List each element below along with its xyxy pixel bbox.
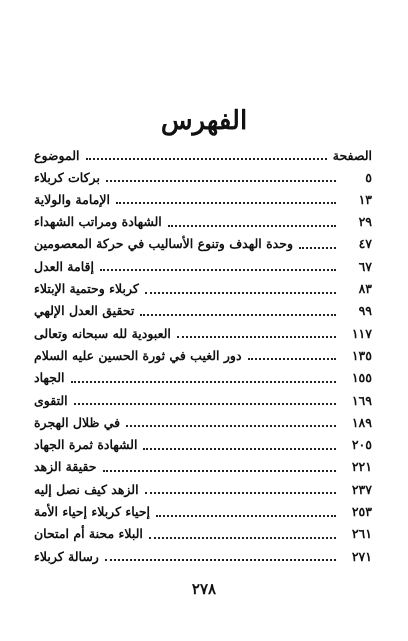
toc-entry-page: ١٣ — [358, 191, 372, 207]
dot-leader — [140, 314, 336, 316]
toc-entry-topic: الشهادة ثمرة الجهاد — [34, 437, 138, 453]
toc-entry-topic: الإمامة والولاية — [34, 191, 110, 207]
toc-entry-page: ٤٧ — [358, 236, 372, 252]
toc-entry — [34, 545, 372, 567]
toc-entry — [34, 255, 372, 277]
toc-entry-topic: وحدة الهدف وتنوع الأساليب في حركة المعصومين — [34, 236, 293, 252]
dot-leader — [156, 515, 336, 517]
dot-leader — [145, 292, 336, 294]
toc-entry-topic: رسالة كربلاء — [34, 548, 99, 564]
toc-entry-topic: العبودية لله سبحانه وتعالى — [34, 325, 171, 341]
dot-leader — [177, 336, 336, 338]
toc-entry-page: ٢٣٧ — [351, 481, 372, 497]
dot-leader — [126, 425, 336, 427]
toc-entry — [34, 434, 372, 456]
toc-entry-page: ٥ — [365, 169, 372, 185]
toc-entry-page: ٢٧١ — [351, 548, 372, 564]
toc-entry — [34, 188, 372, 210]
toc-entry-topic: إحياء كربلاء إحياء الأمة — [34, 504, 151, 519]
toc-entry — [34, 233, 372, 255]
toc-entry — [34, 278, 372, 300]
toc-entry — [34, 389, 372, 411]
toc-entry-topic: الزهد كيف نصل إليه — [34, 481, 139, 497]
dot-leader — [74, 403, 336, 405]
dot-leader — [86, 158, 327, 160]
dot-leader — [299, 247, 336, 249]
toc-entry-topic: في ظلال الهجرة — [34, 414, 121, 430]
page-title: الفهرس — [160, 106, 248, 136]
toc-header-topic: الموضوع — [34, 147, 80, 163]
toc-entry-page: ٢٠٥ — [351, 437, 372, 453]
toc-entry-page: ٢٩ — [358, 214, 372, 230]
toc-entry-topic: كربلاء وحتمية الإبتلاء — [34, 281, 139, 296]
toc-entry — [34, 411, 372, 433]
toc-entry — [34, 478, 372, 500]
toc-entry — [34, 166, 372, 188]
dot-leader — [149, 537, 336, 539]
toc-entry — [34, 211, 372, 233]
toc-entry — [34, 344, 372, 366]
toc-entry-page: ١٦٩ — [351, 392, 372, 408]
toc-entry-topic: إقامة العدل — [34, 258, 94, 274]
toc-entry — [34, 523, 372, 545]
dot-leader — [248, 358, 336, 360]
toc-entry — [34, 501, 372, 523]
toc-entry-topic: بركات كربلاء — [34, 169, 100, 185]
toc-entry-topic: تحقيق العدل الإلهي — [34, 303, 135, 319]
dot-leader — [103, 470, 336, 472]
toc-entry — [34, 456, 372, 478]
toc-entry-page: ٦٧ — [358, 258, 372, 274]
toc-entry-topic: التقوى — [34, 392, 68, 408]
dot-leader — [100, 269, 336, 271]
dot-leader — [106, 180, 336, 182]
dot-leader — [143, 448, 336, 450]
toc-entry-topic: الشهادة ومراتب الشهداء — [34, 214, 162, 230]
toc-entry-page: ١٥٥ — [351, 370, 372, 386]
toc-header-row — [34, 144, 372, 166]
toc-entry-page: ٩٩ — [358, 303, 372, 319]
toc-entry — [34, 322, 372, 344]
toc-entry-page: ٢٢١ — [351, 459, 372, 475]
toc-entry — [34, 367, 372, 389]
toc-entry-page: ٢٥٣ — [351, 504, 372, 519]
toc-entry-page: ١١٧ — [351, 325, 372, 341]
toc-entry-topic: حقيقة الزهد — [34, 459, 97, 475]
toc-header-page: الصفحة — [332, 147, 372, 163]
toc-entry-topic: الجهاد — [34, 370, 65, 386]
dot-leader — [105, 559, 336, 561]
toc-entry — [34, 300, 372, 322]
dot-leader — [116, 202, 336, 204]
page-number: ٢٧٨ — [191, 580, 217, 598]
dot-leader — [168, 225, 336, 227]
dot-leader — [71, 381, 337, 383]
toc-entry-page: ١٨٩ — [351, 414, 372, 430]
dot-leader — [145, 492, 336, 494]
toc-entry-topic: دور الغيب في ثورة الحسين عليه السلام — [34, 347, 242, 363]
toc-entry-page: ٨٣ — [358, 281, 372, 296]
toc-entry-topic: البلاء محنة أم امتحان — [34, 526, 143, 542]
toc-entry-page: ٢٦١ — [351, 526, 372, 542]
toc-entry-page: ١٣٥ — [351, 347, 372, 363]
